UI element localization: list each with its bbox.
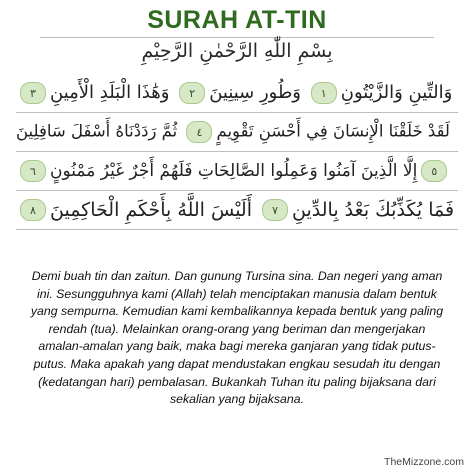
verses-block — [16, 74, 458, 230]
title-divider — [40, 37, 434, 38]
ayah-marker: ٣ — [20, 82, 46, 104]
verse-line-2 — [16, 113, 458, 151]
verse-divider — [16, 151, 458, 152]
verse-line-4 — [16, 191, 458, 229]
verse-divider — [16, 229, 458, 230]
ayah-marker: ٧ — [262, 199, 288, 221]
basmala: بِسْمِ اللّٰهِ الرَّحْمٰنِ الرَّحِيْمِ — [141, 40, 333, 62]
site-watermark: TheMizzone.com — [384, 456, 464, 468]
translation-text: Demi buah tin dan zaitun. Dan gunung Tursina sina. Dan negeri yang aman ini. Sesungguhnya kami (Allah) telah menciptakan manusia dalam bentuk yang sempurna. Kemudian kami kembalikannya kepada bentuk yang paling rendah (tua). Melainkan orang-orang yang beriman dan mengerjakan amalan-amalan yang baik, maka bagi mereka ganjaran yang tidak putus-putus. Maka apakah yang dapat mendustakan engkau sesudah itu dengan (kedatangan hari) pembalasan. Bukankah Tuhan itu paling bijaksana dari sekalian yang bijaksana. — [30, 269, 444, 407]
ayah-marker: ٨ — [20, 199, 46, 221]
ayah-marker: ١ — [311, 82, 337, 104]
verse-line-3 — [16, 152, 458, 190]
verse-text: وَالتِّينِ وَالزَّيْتُونِ١ وَطُورِ سِينِينَ٢ وَهَٰذَا الْبَلَدِ الْأَمِينِ٣ — [16, 82, 452, 104]
verse-line-1 — [16, 74, 458, 112]
ayah-marker: ٢ — [179, 82, 205, 104]
ayah-marker: ٥ — [421, 160, 447, 182]
verse-text: فَمَا يُكَذِّبُكَ بَعْدُ بِالدِّينِ٧ أَلَيْسَ اللَّهُ بِأَحْكَمِ الْحَاكِمِينَ٨ — [16, 199, 454, 222]
ayah-marker: ٦ — [20, 160, 46, 182]
ayah-marker: ٤ — [186, 121, 212, 143]
surah-title: SURAH AT-TIN — [147, 6, 327, 34]
verse-divider — [16, 190, 458, 191]
verse-divider — [16, 112, 458, 113]
verse-text: ٥إِلَّا الَّذِينَ آمَنُوا وَعَمِلُوا الصَّالِحَاتِ فَلَهُمْ أَجْرٌ غَيْرُ مَمْنُونٍ٦ — [16, 160, 451, 182]
verse-text: لَقَدْ خَلَقْنَا الْإِنسَانَ فِي أَحْسَنِ تَقْوِيمٍ٤ ثُمَّ رَدَدْنَاهُ أَسْفَلَ سَافِلِينَ — [16, 121, 450, 143]
